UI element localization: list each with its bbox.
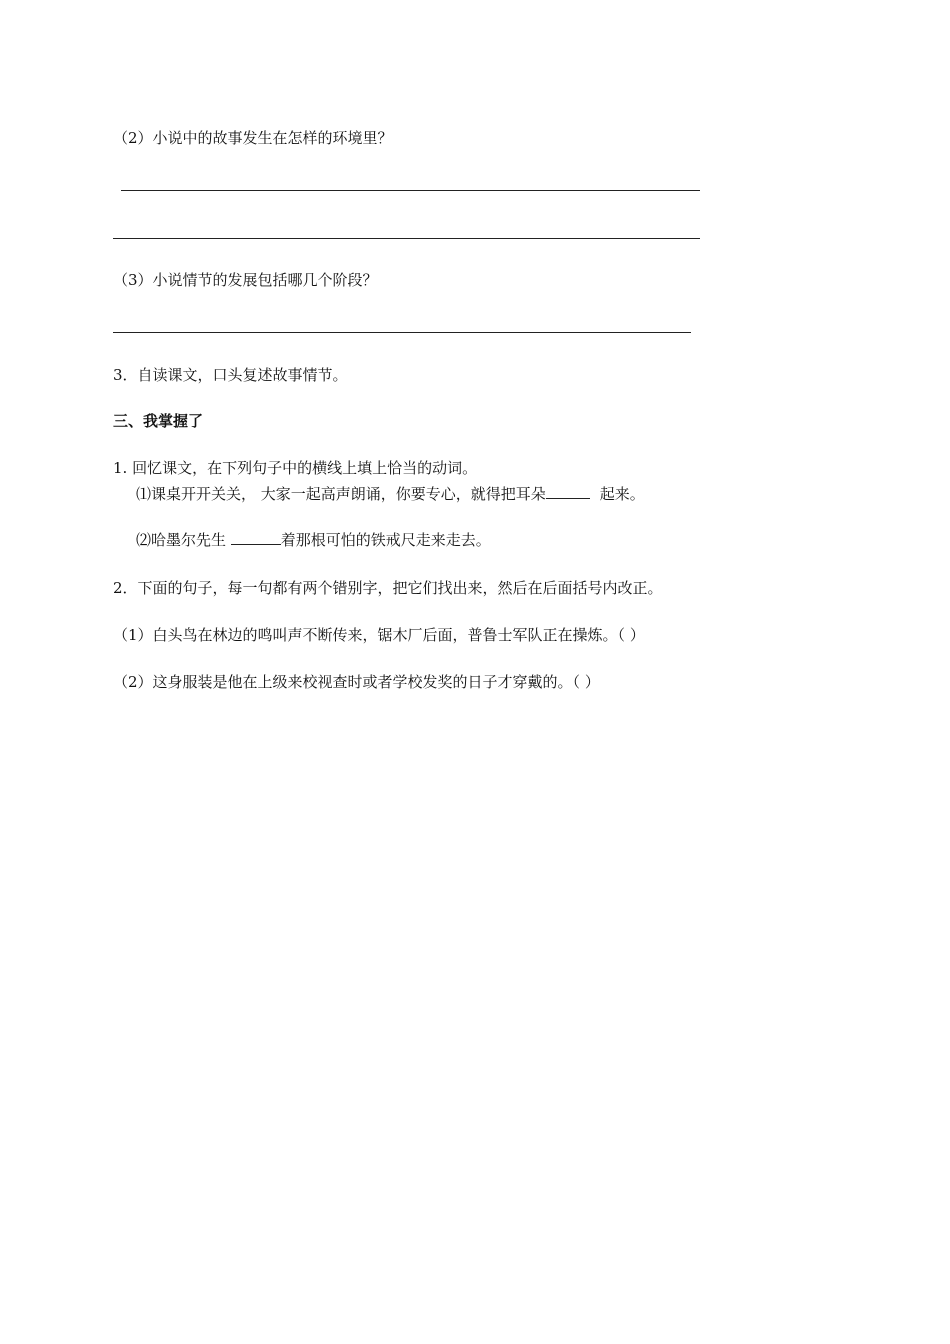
- section-heading: 三、我掌握了: [113, 412, 204, 430]
- item-2-prompt: 2．下面的句子，每一句都有两个错别字，把它们找出来，然后在后面括号内改正。: [113, 579, 663, 597]
- typo-sentence-1: （1）白头鸟在林边的鸣叫声不断传来，锯木厂后面，普鲁士军队正在操炼。（ ）: [113, 626, 645, 644]
- blank-field[interactable]: [546, 484, 590, 499]
- answer-line: [113, 238, 700, 239]
- answer-line: [113, 332, 691, 333]
- sentence-text: 起来。: [599, 485, 645, 503]
- sentence-text: ⑴课桌开开关关， 大家一起高声朗诵，你要专心，就得把耳朵: [136, 485, 546, 503]
- answer-line: [121, 190, 700, 191]
- blank-field[interactable]: [231, 530, 281, 545]
- fill-blank-sentence-2: [136, 530, 491, 550]
- item-3-retell: 3．自读课文，口头复述故事情节。: [113, 366, 348, 384]
- sentence-text: ⑵哈墨尔先生: [136, 531, 231, 549]
- question-2-environment: （2）小说中的故事发生在怎样的环境里？: [113, 129, 393, 147]
- typo-sentence-2: （2）这身服装是他在上级来校视查时或者学校发奖的日子才穿戴的。（ ）: [113, 673, 600, 691]
- question-3-plot-stages: （3）小说情节的发展包括哪几个阶段？: [113, 271, 378, 289]
- item-1-prompt: 1. 回忆课文，在下列句子中的横线上填上恰当的动词。: [113, 459, 478, 477]
- fill-blank-sentence-1: [136, 484, 645, 504]
- sentence-text: 着那根可怕的铁戒尺走来走去。: [280, 531, 491, 549]
